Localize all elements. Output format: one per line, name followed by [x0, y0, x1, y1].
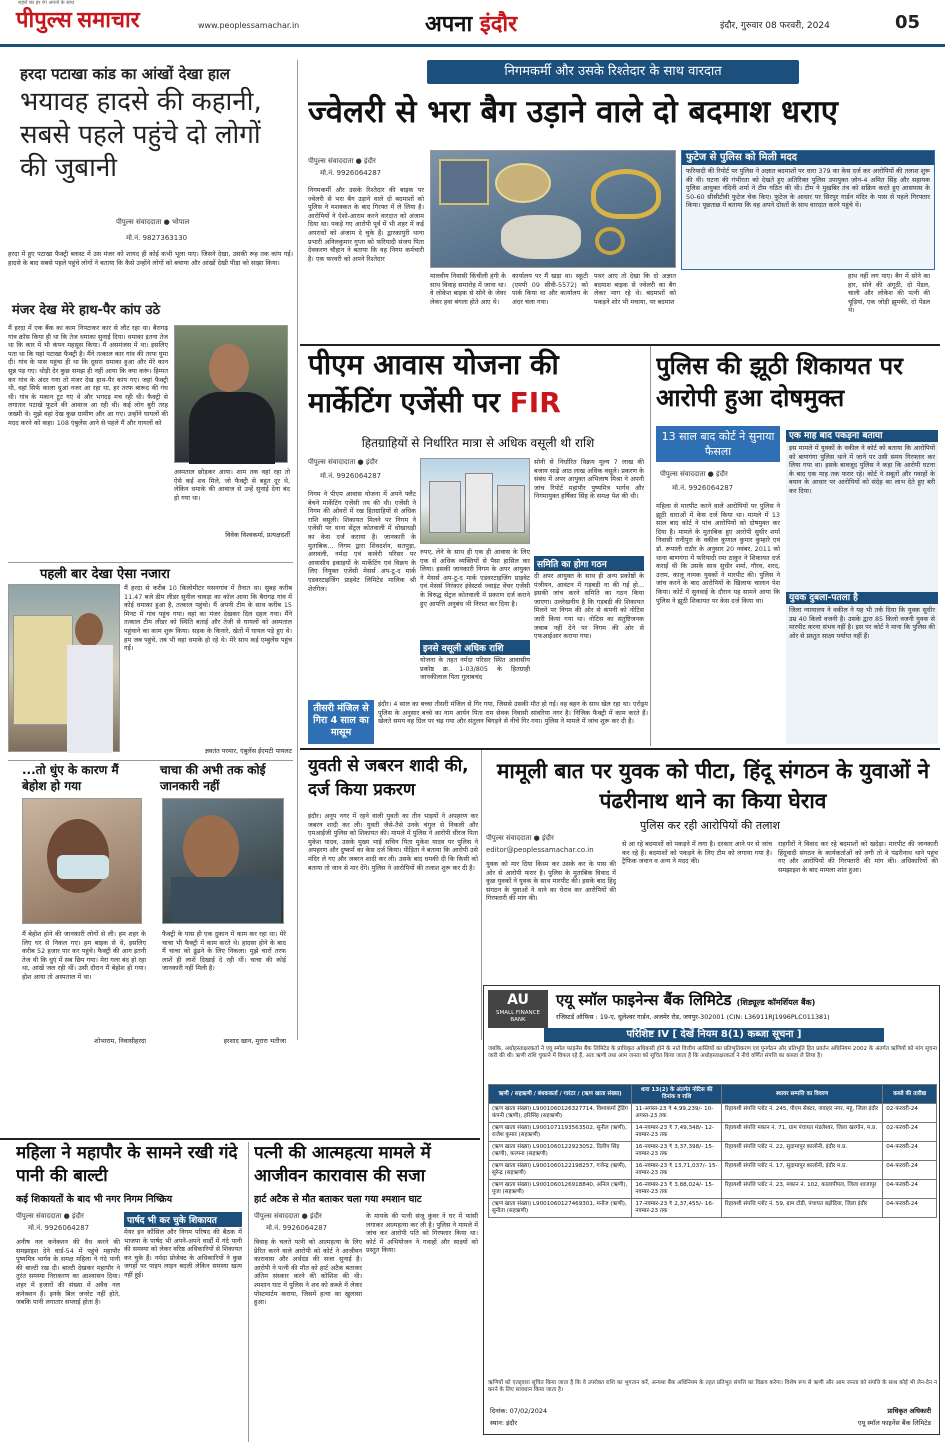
section-prefix: अपना [425, 12, 473, 37]
bank-cell-date: 04-फरवरी-24 [883, 1199, 937, 1218]
mayor-title: महिला ने महापौर के सामने रखी गंदे पानी की बाल्टी [16, 1143, 238, 1186]
bank-cell-borrower: (ऋण खाता संख्या) L9001060122923052, दिलीप सिंह (ऋणी), कल्पना (सहऋणी) [489, 1142, 632, 1161]
mayor-byline: पीपुल्स संवाददाता ● इंदौर [16, 1212, 84, 1220]
bank-sign: प्राधिकृत अधिकारी [887, 1407, 931, 1415]
bank-table-row [489, 1199, 937, 1218]
harda-credit3: शोभाराम, निवासीहरदा [94, 1037, 146, 1045]
harda-kicker: हरदा पटाखा कांड का आंखों देखा हाल [20, 65, 230, 83]
jewel-body4: पथर आए तो देखा कि दो अज्ञात बदमाश बाइक से ज्वेलरी का बैग लेकर भाग रहे थे। बदमाशों को पकड़ने शोर भी मचाया, पर बदमाश [594, 272, 676, 306]
site-url[interactable]: www.peoplessamachar.in [198, 21, 300, 30]
jewel-photo [430, 150, 676, 268]
bank-cell-borrower: (ऋण खाता संख्या) L9001060127469301, मनोज (ऋणी), सुनीता (सहऋणी) [489, 1199, 632, 1218]
harda-photo-shobharam [22, 798, 142, 924]
bank-cell-date: 02-फरवरी-24 [883, 1123, 937, 1142]
bank-cell-date: 04-फरवरी-24 [883, 1180, 937, 1199]
rule [8, 760, 293, 761]
mask-shape [57, 855, 109, 879]
building-shape [497, 485, 525, 533]
column-rule [481, 750, 482, 1040]
harda-credit1: विवेक विश्वकर्मा, प्रत्यक्षदर्शी [225, 531, 290, 539]
pandari-subtitle: पुलिस कर रही आरोपियों की तलाश [640, 819, 780, 832]
harda-byline: पीपुल्स संवाददाता ● भोपाल [116, 218, 190, 226]
harda-body3: मैं बेहोश होने की जानकारी लोगों से ली। हम शहर के लिए घर से निकल गए। हम बाइक से थे, इसलिए करीब 52 हजार पार कर पहुंचे। फैक्ट्री की आग इतनी तेज थी कि धुएं में सब छिप गया। मेरा गला बंद हो रहा था, आंखें जल रही थीं। उसी दौरान मैं बेहोश हो गया। होश आया तो अस्पताल में था। [22, 930, 146, 981]
bank-table-row [489, 1104, 937, 1123]
pandari-email[interactable]: editor@peoplessamachar.co.in [486, 846, 594, 854]
jewel-body1: निगमकर्मी और उसके रिश्तेदार की बाइक पर ज्वेलरी से भरा बैग उड़ाने वाले दो बदमाशों को पुलिस ने मशक्कत के बाद गिरफ्त में ले लिया है। आरोपियों ने ऐशो-आराम करने वारदात को अंजाम दिया था। पकड़े गए आरोपी पूर्व में भी शहर में कई अपराधों को अंजाम दे चुके हैं। द्वारकापुरी थाना प्रभारी अनिलकुमार गुप्ता को फरियादी संजय पिता देवकरण चौहान ने बताया कि वह निगम कर्मचारी है। एक फरवरी को अपने रिश्तेदार [308, 186, 424, 263]
harda-mobile: मो.नं. 9827363130 [126, 234, 188, 242]
harda-title: भयावह हादसे की कहानी, सबसे पहले पहुंचे दो लोगों की जुबानी [20, 87, 262, 183]
pmay-body2: रुपए, लेने के साथ ही एक ही आवास के लिए एक से अधिक व्यक्तियों से पैसा हासिल कर लिया। इसकी जानकारी निगम के अपर आयुक्त ने मेसर्स अप-टू-द मार्क एडवरटाइजिंग प्राइवेट एवं मेसर्स निरंकार इंवेस्टर्स ज्वाइंट वेंचर एजेंसी के विरुद्ध सेंट्रल कोतवाली में प्रकरण दर्ज कराने हुए आपत्ति अनुबंध भी निरस्त कर दिया है। [420, 548, 530, 608]
jewel-title: ज्वेलरी से भरा बैग उड़ाने वाले दो बदमाश धराए [308, 94, 838, 130]
bank-cell-property: रिहायशी संपत्ति प्लॉट नं. 22, सुदामापुर कालोनी, इंदौर म.प्र. [721, 1142, 882, 1161]
jewel-sidehead: फुटेज से पुलिस को मिली मदद [682, 151, 934, 165]
marriage-title: युवती से जबरन शादी की, दर्ज किया प्रकरण [308, 756, 469, 800]
bank-cell-property: रिहायशी संपत्ति प्लॉट नं. 23, मकान नं. 102, कालापीपल, जिला शाजापुर [721, 1180, 882, 1199]
jewel-byline: पीपुल्स संवाददाता ● इंदौर [308, 157, 376, 165]
pandari-body3: राहगीरों ने विवाद कर रहे बदमाशों को खदेड़ा। मारपीट की जानकारी हिंदूवादी संगठन के कार्यकर्ताओं को लगी तो वे पंढरीनाथ थाने पहुंच गए और आरोपियों की गिरफ्तारी की मांग की। अधिकारियों की समझाइश के बाद मामला शांत हुआ। [778, 840, 938, 874]
bank-title-text: एयू स्मॉल फाइनेन्स बैंक लिमिटेड [556, 991, 732, 1009]
suicide-byline: पीपुल्स संवाददाता ● इंदौर [254, 1212, 322, 1220]
person-body [171, 877, 281, 924]
jewel-body3: कार्यालय पर मैं खड़ा था। स्कूटी (एमपी 09 सीवी-5572) को पार्क किया था और कार्यालय के अंदर चला गया। [512, 272, 588, 306]
harda-sub2: पहली बार देखा ऐसा नजारा [40, 567, 170, 582]
mayor-body2: मेयर इन कौंसिल और निगम परिषद की बैठक में भाजपा के पार्षद भी अपने-अपने वार्डों में गंदे पानी की समस्या को लेकर वरिष्ठ अधिकारियों से शिकायत कर चुके हैं। नर्मदा प्रोजेक्ट के अधिकारियों ने कुछ जगहों पर पाइप लाइन बदली लेकिन समस्या खत्म नहीं हुई। [124, 1228, 242, 1279]
harda-sub1: मंजर देख मेरे हाथ-पैर कांप उठे [12, 303, 161, 318]
bank-title-tag: (शिड्यूल्ड कॉमर्शियल बैंक) [736, 998, 816, 1007]
harda-intro: हरदा में हुए पटाखा फैक्ट्री ब्लास्ट में उस मंजर को शायद ही कोई कभी भूला पाए। जिसने देखा, उसकी रूह तक कांप गई। हादसे के बाद सबसे पहले पहुंचे लोगों ने बताया कि कैसे उन्होंने लोगों को बचाया और आंखों देखी पीड़ा को साझा किया। [8, 250, 293, 267]
acquit-title: पुलिस की झूठी शिकायत पर आरोपी हुआ दोषमुक्त [656, 352, 903, 412]
masthead [0, 0, 945, 44]
bank-table-row [489, 1142, 937, 1161]
bank-cell-borrower: (ऋण खाता संख्या) L9001060126918840, अनिल (ऋणी), पूजा (सहऋणी) [489, 1180, 632, 1199]
jewel-mobile: मो.नं. 9926064287 [320, 169, 382, 177]
rule [0, 1138, 480, 1140]
pmay-body3: योजना के तहत नर्मदा परिसर स्थित आवासीय प्रकोष्ठ क्र. 1-03/805 के हितग्राही जानकीलाल पिता गुलाबचंद [420, 656, 530, 682]
pmay-inhead2: समिति का होगा गठन [534, 556, 644, 571]
jewel-body2: मालवीय निवासी किंचीली हंगी के साथ विवाह समारोह में जाना था। वे लोकेश बाइक से सोने के जेवर लेकर हवा बंगला होते आए थे। [430, 272, 506, 306]
bank-cell-notice: 16-नवम्बर-23 ₹ 13,71,037/- 15-नवम्बर-23 तक [632, 1161, 722, 1180]
section-city: इंदौर [479, 12, 518, 37]
bank-cell-property: रिहायशी संपत्ति प्लॉट नं. 245, पीएम सेक्टर, जवाहर नगर, महू, जिला इंदौर [721, 1104, 882, 1123]
acquit-box [656, 426, 780, 462]
column-rule [248, 1142, 249, 1442]
bank-cell-date: 02-फरवरी-24 [883, 1104, 937, 1123]
bank-cell-property: रिहायशी संपत्ति प्लॉट नं. 59, ग्राम टोडी, पंचायत बड़ोदिया, जिला इंदौर [721, 1199, 882, 1218]
bank-table-row [489, 1180, 937, 1199]
suicide-body: विवाह के चलते पत्नी को आत्महत्या के लिए प्रेरित करने वाले आरोपी को कोर्ट ने आजीवन कारावास और अर्थदंड की सजा सुनाई है। आरोपी ने पत्नी की मौत को हार्ट अटैक बताकर अंतिम संस्कार करने की कोशिश की थी। श्मशान घाट में पुलिस ने शव को कब्जे में लेकर पोस्टमार्टम कराया, जिसमें हत्या का खुलासा हुआ। [254, 1238, 362, 1307]
jewel-kicker: निगमकर्मी और उसके रिश्तेदार के साथ वारदात [504, 64, 722, 79]
jewel-necklace [591, 169, 661, 219]
acquit-sidehead: एक माह बाद पकड़ना बताया [786, 430, 938, 442]
pmay-mobile: मो.नं. 9926064287 [320, 472, 382, 480]
jewel-box-2 [501, 215, 581, 259]
mayor-body: अनीष नल कनेक्शन की वैध करने की समझाइश देने वार्ड-54 में पहुंचे महापौर पुष्यमित्र भार्गव के समक्ष महिला ने गंदे पानी की बाल्टी रख दी। बाल्टी देखकर महापौर ने तुरंत समस्या निराकरण का आश्वासन दिया। शहर में हजारों की संख्या में अवैध नल कनेक्शन हैं। इनके बिल जनरेट नहीं होते, जबकि पानी लगातार सप्लाई होता है। [16, 1238, 120, 1307]
jewel-box-1 [439, 159, 489, 205]
paper-logo: पीपुल्स समाचार [16, 7, 140, 32]
bank-place: स्थान: इंदौर [490, 1419, 518, 1427]
bank-cell-borrower: (ऋण खाता संख्या) L9001071193563502, सुनील (ऋणी), राजेश कुमार (सहऋणी) [489, 1123, 632, 1142]
bank-footer: ऋणियों को एतद्द्वारा सूचित किया जाता है कि वे उपरोक्त राशि का भुगतान करें, अन्यथा बैंक अधिनियम के तहत प्रतिभूत संपत्ति का विक्रय करेगा। विशेष रूप से ऋणी और आम जनता को संपत्ति के साथ कोई भी लेन-देन न करने के लिए सावधान किया जाता है। [488, 1380, 937, 1393]
mayor-mobile: मो.नं. 9926064287 [28, 1224, 90, 1232]
bank-table-row [489, 1123, 937, 1142]
fall-box [308, 700, 374, 744]
bank-address: रजिस्टर्ड ऑफिस : 19-ए, धूलेश्वर गार्डन, अजमेर रोड, जयपुर-302001 (CIN: L36911RJ1996PLC011381) [556, 1013, 830, 1021]
acquit-sidebody: इस मामले में युवकों के वकील ने कोर्ट को बताया कि आरोपियों को बाणगंगा पुलिस थाने में जाने पर उसी समय गिरफ्तार कर लिया गया था। इसके बावजूद पुलिस ने कहा कि आरोपी घटना के बाद एक माह तक फरार रहे। कोर्ट ने सबूतों और गवाहों के बयान के आधार पर आरोपियों को संदेह का लाभ देते हुए बरी कर दिया। [789, 444, 935, 495]
bank-table-row [489, 1161, 937, 1180]
building-shape [429, 481, 461, 533]
pandari-title: मामूली बात पर युवक को पीटा, हिंदू संगठन के युवाओं ने पंढरीनाथ थाने का किया घेराव [496, 759, 930, 813]
bank-cell-property: रिहायशी संपत्ति प्लॉट नं. 17, सुदामापुर कालोनी, इंदौर म.प्र. [721, 1161, 882, 1180]
bank-logo [488, 990, 548, 1028]
bank-notice-head: परिशिष्ट IV [ देखें नियम 8(1) कब्जा सूचना ] [544, 1028, 884, 1042]
marriage-text: इंदौर। अनूप नगर में रहने वाली युवती का तीन भाइयों ने अपहरण कर जबरन शादी कर ली। युवती जैसे-तैसे उनके चंगुल से निकली और एमआईजी पुलिस को शिकायत की। मामले में पुलिस ने आरोपी धीरज पिता मुकेश यादव, उसके मुख्य भाई सचिन पिता मुकेश यादव पर पुलिस ने अपहरण और दुष्कर्म का केस दर्ज किया। पीड़िता ने बताया कि आरोपी उसे मंदिर ले गए और जबरन शादी कर ली। उसके बाद धमकी दी कि किसी को बताया तो जान से मार देंगे। पुलिस ने आरोपियों की तलाश शुरू कर दी है। [308, 812, 478, 872]
harda-photo-gyanwant [8, 584, 120, 752]
harda-body4: फैक्ट्री के पास ही एक दुकान में काम कर रहा था। मेरे चाचा भी फैक्ट्री में काम करते थे। हादसा होने के बाद मैं चाचा को ढूंढने के लिए निकला। मुझे चारों तरफ लाशें ही लाशें दिखाई दे रही थीं। चाचा की कोई जानकारी नहीं मिली है। [162, 930, 286, 973]
pmay-body4: सोनी से निर्धारित विक्रय मूल्य 7 लाख की बजाय साढ़े आठ लाख अधिक वसूले। प्रकरण के संबंध में अपर आयुक्त अभिलाष मिश्रा ने अपनी जांच रिपोर्ट महापौर पुष्यमित्र भार्गव और निगमायुक्त हर्षिका सिंह के समक्ष पेश की थी। [534, 458, 644, 501]
pandari-byline: पीपुल्स संवाददाता ● इंदौर [486, 834, 554, 842]
person-body [189, 392, 275, 464]
harda-photo-vivek [174, 325, 288, 463]
rule [8, 562, 293, 563]
suicide-mobile: मो.नं. 9926064287 [266, 1224, 328, 1232]
acquit-sidebox [786, 430, 938, 744]
dateline: इंदौर, गुरुवार 08 फरवरी, 2024 [720, 21, 830, 31]
acquit-body: महिला से मारपीट करने वाले आरोपियों पर पुलिस ने झूठी धाराओं में केस दर्ज किया था। मामले में 13 साल बाद कोर्ट ने पांच आरोपियों को दोषमुक्त कर दिया है। मामले के मुताबिक हुए आरोपी सुधीर शर्मा निवासी रानीपुरा के वकील कुणाल कुमार कुम्हारे एवं डॉ. रूपाली राठौर के अनुसार 20 नवंबर, 2011 को थाना बाणगंगा में फरियादी रमा ठाकुर ने शिकायत दर्ज कराई थी कि उसके साथ सुधीर शर्मा, गौरव, शरद, उत्तम, कालू नामक युवकों ने मारपीट की। पुलिस ने जांच करने के बाद आरोपियों के खिलाफ चालान पेश किया। कोर्ट में सुनवाई के दौरान यह सामने आया कि पुलिस ने झूठी शिकायत पर केस दर्ज किया था। [656, 502, 780, 605]
bank-cell-notice: 14-नवम्बर-23 ₹ 7,49,348/- 12-नवम्बर-23 तक [632, 1123, 722, 1142]
bank-table-header: कब्जे की तारीख [883, 1085, 937, 1104]
page-number: 05 [895, 12, 921, 33]
pmay-subtitle: हितग्राहियों से निर्धारित मात्रा से अधिक वसूली थी राशि [361, 436, 595, 450]
acquit-sidehead2: युवक दुबला-पतला है [786, 592, 938, 604]
person-head [183, 815, 239, 881]
harda-body1: मैं हरदा में एक बैंक का काम निपटाकर कार से लौट रहा था। बैरागढ़ गांव क्रॉस किया ही था कि तेज धमाका सुनाई दिया। धमाका इतना तेज था कि कार में भी कंपन महसूस किया। मैं असमंजस में था। इसलिए पता था कि यहां पटाखा फैक्ट्री है। मैंने तत्काल कार गांव की तरफ घुमा दी। गांव के पास पहुंचा ही था कि दूसरा धमाका हुआ और मेरे कान सुन्न पड़ गए। थोड़ी देर कुछ समझ ही नहीं आया कि क्या करूं। हिम्मत कर गांव के अंदर गया तो मंजर देख हाथ-पैर कांप गए। जहां फैक्ट्री थी, वहां सिर्फ काला धुआं नजर आ रहा था, हर तरफ बारूद की गंध थी। गांव के मकान टूट गए थे और भगदड़ मच रही थी। फैक्ट्री से लगातार पटाखे फूटने की आवाज आ रही थी। कई लोग बुरी तरह जख्मी थे। मुझे वहां देख कुछ ग्रामीण और आ गए। उन्होंने घायलों की मदद करने को कहा। 108 एंबुलेंस आने से पहले मैं और घायलों को [8, 324, 168, 427]
building-shape [465, 473, 493, 533]
pmay-inhead: इनसे वसूली अधिक राशि [420, 640, 530, 655]
bank-notice [483, 985, 940, 1435]
masthead-rule [0, 44, 945, 47]
fall-box-text: तीसरी मंजिल से गिरा 4 साल का मासूम [313, 703, 369, 738]
bank-logo-sub: SMALL FINANCE BANK [496, 1010, 540, 1023]
pmay-body1: निगम ने पीएम आवास योजना में अपने फ्लैट बेचने मार्केटिंग एजेंसी तय की थी। एजेंसी ने निगम की ओवरों में रख हितग्राहियों से अधिक राशि वसूली। शिकायत मिलने पर निगम ने एजेंसी पर थाना सेंट्रल कोतवाली में धोखाधड़ी का केस दर्ज कराया है। जानकारी के मुताबिक... निगम द्वारा शिवदर्शन, सतपुड़ा, अरावली, नर्मदा एवं कावेरी परिसर पर आवासीय इकाइयों के मार्केटिंग एवं विक्रय के लिए नियुक्त एजेंसी मेसर्स अप-टू-द मार्क एडवरटाइजिंग प्राइवेट लिमिटेड मालिक श्री शेरगिल। [308, 490, 416, 593]
jewel-sidebody: फरियादी की रिपोर्ट पर पुलिस ने अज्ञात बदमाशों पर धारा 379 का केस दर्ज कर आरोपियों की तलाश शुरू की थी। घटना की गंभीरता को देखते हुए अतिरिक्त पुलिस उपायुक्त ज़ोन-4 अमित सिंह और सहायक पुलिस आयुक्त नंदिनी शर्मा ने टीम गठित की थी। टीम ने मुखबिर तंत्र को सक्रिय करते हुए आसपास के 50-60 सीसीटीवी फुटेज चेक किए। फुटेज के आधार पर सिरपुर गार्डन मंदिर के पास से पहले गिरफ्तार किया। पूछताछ में बताया कि वह अपने दोस्तों के साथ वारदात करने पहुंचे थे। [686, 167, 930, 210]
person-head [75, 613, 103, 647]
pmay-title-text: पीएम आवास योजना की मार्केटिंग एजेंसी पर [308, 348, 559, 419]
jewel-kicker-bar [427, 60, 799, 84]
fall-text: इंदौर। 4 साल का बच्चा तीसरी मंजिल से गिर गया, जिससे उसकी मौत हो गई। वह बहन के साथ खेल रहा था। एरोड्रम पुलिस के अनुसार बच्चे का नाम आर्यन पिता राम सेवक निवासी सांवरिया नगर है। निजिक फैक्ट्री में काम करते हैं। खेलते समय वह ग्रिल पर चढ़ गया और संतुलन बिगड़ने से नीचे गिर गया। पुलिस ने मामले में जांच शुरू कर दी है। [378, 700, 648, 726]
bank-cell-notice: 16-नवम्बर-23 ₹ 3,37,398/- 15-नवम्बर-23 तक [632, 1142, 722, 1161]
harda-sub4: चाचा की अभी तक कोई जानकारी नहीं [160, 763, 266, 793]
jewel-ring-1 [495, 163, 551, 203]
bank-cell-notice: 11-अगस्त-23 ₹ 4,99,239/- 10-अगस्त-23 तक [632, 1104, 722, 1123]
bank-cell-date: 04-फरवरी-24 [883, 1142, 937, 1161]
harda-caption1: अस्पताल छोड़कर आया। शाम तक वहां रहा तो ऐसे कई शव मिले, जो फैक्ट्री से बहुत दूर थे, लेकिन धमाके की आवाज से उन्हें सुनाई देना बंद हो गया था। [174, 468, 290, 502]
bank-date: दिनांक: 07/02/2024 [490, 1407, 548, 1415]
bank-table-header: ऋणी / सहऋणी / बंधककर्ता / गारंटर / (ऋण खाता संख्या) [489, 1085, 632, 1104]
pmay-title [308, 346, 648, 422]
pmay-body5: दी अपर आयुक्त के साथ ही अन्य प्रकोष्ठों के पंजीयन, आवंटन में गड़बड़ी ना की गई हो... इसकी जांच करने समिति का गठन किया जाएगा। उल्लेखनीय है कि गड़बड़ी की शिकायत मिलने पर निगम की ओर से कंपनी को नोटिस जारी किया गया था। नोटिस का संतुष्टिजनक जवाब नहीं देने पर निगम की ओर से एफआईआर कराया गया। [534, 572, 644, 641]
jewel-body5: हाथ नहीं लग पाए। बैग में सोने का हार, सोने की अंगूठी, दो पेंडल, चाली और लोकेश की पत्नी की चूड़ियां, एक जोड़ी झुमकी, दो पेंडल थे। [848, 272, 930, 315]
person-head [209, 344, 249, 392]
jewel-ring-2 [595, 227, 625, 255]
person-body [67, 645, 113, 753]
harda-credit2: ज्ञवतंत परमार, एंबुलेंस ईएमटी पायलट [204, 747, 292, 755]
column-rule [650, 346, 651, 746]
acquit-sidebody2: जिला न्यायालय ने वकील ने यह भी तर्क दिया कि युवक सुधीर उम्र 40 किलो वजनी है। उसके द्वारा 85 किलो वजनी युवक से मारपीट करना संभव नहीं है। इस पर कोर्ट ने माना कि पुलिस की ओर से प्रस्तुत साक्ष्य पर्याप्त नहीं हैं। [789, 606, 935, 640]
ambulance-shape [13, 615, 73, 725]
acquit-byline: पीपुल्स संवाददाता ● इंदौर [660, 470, 728, 478]
pmay-byline: पीपुल्स संवादादाता ● इंदौर [308, 458, 378, 466]
bank-cell-notice: 16-नवम्बर-23 ₹ 3,88,024/- 15-नवम्बर-23 तक [632, 1180, 722, 1199]
suicide-subtitle: हार्ट अटैक से मौत बताकर चला गया श्मशान घाट [254, 1194, 422, 1205]
acquit-box-text: 13 साल बाद कोर्ट ने सुनाया फैसला [661, 430, 775, 458]
section-title [425, 8, 517, 38]
suicide-body2: के मायके की पत्नी संजू कुंवर ने घर में फांसी लगाकर आत्महत्या कर ली है। पुलिस ने मामले में जांच कर आरोपी पति को गिरफ्तार किया था। कोर्ट में अभियोजन ने गवाहों और साक्ष्यों को प्रस्तुत किया। [366, 1212, 478, 1255]
bank-intro: जबकि, अधोहस्ताक्षरकर्ता ने एयू स्मॉल फाइनेंस बैंक लिमिटेड के प्राधिकृत अधिकारी होने के नाते वित्तीय आस्तियों का प्रतिभूतिकरण एवं पुनर्गठन और प्रतिभूति हित प्रवर्तन अधिनियम 2002 के अंतर्गत ऋणियों को मांग सूचना जारी की थी। ऋणी राशि चुकाने में विफल रहे हैं, अतः ऋणी तथा आम जनता को सूचित किया जाता है कि अधोहस्ताक्षरकर्ता ने नीचे वर्णित संपत्ति का कब्जा ले लिया है। [488, 1046, 937, 1060]
bank-logo-top: AU [507, 992, 529, 1008]
bank-sign2: एयू स्मॉल फाइनेंस बैंक लिमिटेड [857, 1419, 931, 1427]
bank-cell-notice: 17-नवम्बर-23 ₹ 2,37,455/- 16-नवम्बर-23 तक [632, 1199, 722, 1218]
jewel-sidebox [681, 150, 935, 270]
rule [300, 748, 940, 750]
mayor-subtitle: कई शिकायतों के बाद भी नगर निगम निष्क्रिय [16, 1194, 173, 1205]
bank-table [488, 1084, 937, 1218]
bank-table-wrap [488, 1084, 937, 1376]
bank-table-header: धारा 13(2) के अंतर्गत नोटिस की दिनांक व राशि [632, 1085, 722, 1104]
pandari-body: युवक को मार दिया किस्म कर उसके कर के पास की ओर से आरोपी फरार है। पुलिस के मुताबिक विवाद में कुछ युवकों ने युवक के साथ मारपीट की। इसके बाद हिंदू संगठन के युवाओं ने थाने का घेराव कर आरोपियों की गिरफ्तारी की मांग की। [486, 860, 616, 903]
harda-body2: मैं हरदा से करीब 10 किलोमीटर मसनगांव में तैनात था। सुबह करीब 11.47 बजे डीम लीडर सुनील चावड़ा का कॉल आया कि बैरागढ़ गांव में कोई धमाका हुआ है, तत्काल पहुंचो। मैं अपनी टीम के साथ करीब 15 मिनट में गांव पहुंच गया। वहां का मंजर देखकर दिल दहल गया। मैंने तत्काल टीम लीडर को स्थिति बताई और तेजी से घायलों को अस्पताल पहुंचाने का काम शुरू किया। सड़क के किनारे, खेतों में घायल पड़े हुए थे। हम जब पहुंचे, तब भी वहां धमाके हो रहे थे। मेरे साथ कई एम्बुलेंस पहुंच गईं। [124, 584, 292, 653]
bank-cell-property: रिहायशी संपत्ति मकान नं. 71, ग्राम पंचायत मंडलेश्वर, जिला खरगोन, म.प्र. [721, 1123, 882, 1142]
bank-table-header: स्थावर सम्पत्ति का विवरण [721, 1085, 882, 1104]
suicide-title: पत्नी की आत्महत्या मामले में आजीवन कारावास की सजा [254, 1143, 431, 1186]
column-rule [297, 60, 298, 1040]
bank-cell-borrower: (ऋण खाता संख्या) L9001060126327714, विश्वकर्मा ट्रेडिंग कंपनी (ऋणी), हरिसिंह (सहऋणी) [489, 1104, 632, 1123]
pandari-body2: से आ रहे बदमाशों को पकड़ने में लगा है। दरकार आने पर से जांच कर रहे हैं। बदमाशों को पकड़ने के लिए टीम को लगाया गया है। ट्रैफिक जवान व अन्य ने मदद की। [622, 840, 772, 866]
pmay-title-fir: FIR [509, 386, 561, 419]
mayor-inhead: पार्षद भी कर चुके शिकायत [124, 1212, 242, 1227]
paper-tagline: शहरों का हर रंग अपनों के साथ [18, 0, 75, 6]
pmay-photo [420, 458, 530, 544]
acquit-mobile: मो.नं. 9926064287 [672, 484, 734, 492]
bank-title [556, 990, 936, 1010]
harda-sub3: ...तो धुंए के कारण मैं बेहोश हो गया [22, 763, 119, 793]
bank-cell-date: 04-फरवरी-24 [883, 1161, 937, 1180]
harda-photo-irshad [162, 798, 284, 924]
harda-credit4: इरशाद खान, मुरारा भतीजा [223, 1037, 286, 1045]
bank-cell-borrower: (ऋण खाता संख्या) L9001060122198257, गजेन्द्र (ऋणी), सुरेन्द्र (सहऋणी) [489, 1161, 632, 1180]
